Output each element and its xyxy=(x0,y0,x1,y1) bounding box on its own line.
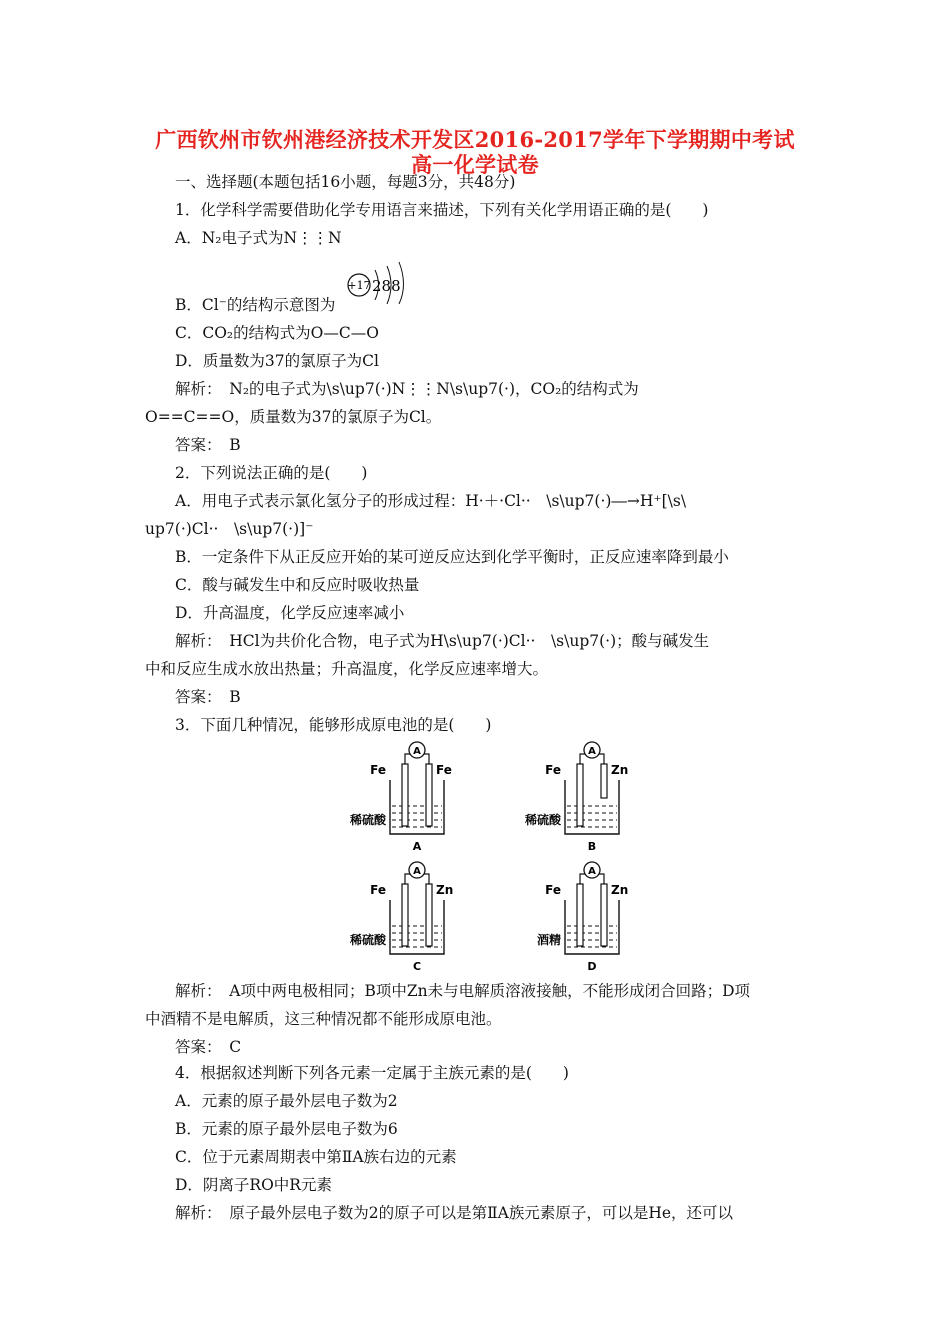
cell-D xyxy=(537,862,628,973)
wire-right xyxy=(423,874,429,884)
shell-electrons: 288 xyxy=(372,277,401,295)
right-electrode-label: Zn xyxy=(611,883,629,897)
cell-letter: A xyxy=(412,840,422,853)
solution-label: 稀硫酸 xyxy=(349,813,386,827)
q1-option-d: D．质量数为37的氯原子为Cl xyxy=(175,352,379,370)
left-electrode xyxy=(577,884,583,946)
question-2: 2．下列说法正确的是( ) xyxy=(175,464,368,482)
q4-option-c: C．位于元素周期表中第ⅡA族右边的元素 xyxy=(175,1148,457,1166)
cell-letter: B xyxy=(587,840,597,853)
q3-analysis-1: 解析： A项中两电极相同；B项中Zn未与电解质溶液接触，不能形成闭合回路；D项 xyxy=(175,982,751,1000)
q1-option-a: A．N₂电子式为N⋮⋮N xyxy=(175,229,342,247)
cell-A xyxy=(349,742,452,853)
beaker xyxy=(565,900,619,954)
left-electrode-label: Fe xyxy=(370,763,386,777)
q1-analysis-2: O==C==O，质量数为37的氯原子为Cl。 xyxy=(145,408,442,426)
q4-analysis-1: 解析： 原子最外层电子数为2的原子可以是第ⅡA族元素原子，可以是He，还可以 xyxy=(175,1204,734,1222)
wire-right xyxy=(598,754,604,764)
left-electrode xyxy=(402,884,408,946)
wire-left xyxy=(405,754,411,764)
section-heading: 一、选择题(本题包括16小题，每题3分，共48分) xyxy=(175,173,516,191)
left-electrode-label: Fe xyxy=(545,883,561,897)
q1-analysis-1: 解析： N₂的电子式为\s\up7(·)N⋮⋮N\s\up7(·)，CO₂的结构式为 xyxy=(175,380,639,398)
left-electrode xyxy=(577,764,583,826)
q2-analysis-1: 解析： HCl为共价化合物，电子式为H\s\up7(·)Cl·· \s\up7(·)；酸与碱发生 xyxy=(175,632,710,650)
left-electrode xyxy=(402,764,408,826)
beaker xyxy=(390,780,444,834)
right-electrode xyxy=(601,764,607,798)
ammeter-label: A xyxy=(588,866,596,877)
q2-answer: 答案： B xyxy=(175,688,241,706)
left-electrode-label: Fe xyxy=(370,883,386,897)
q4-option-b: B．元素的原子最外层电子数为6 xyxy=(175,1120,398,1138)
ammeter-label: A xyxy=(413,746,421,757)
q2-analysis-2: 中和反应生成水放出热量；升高温度，化学反应速率增大。 xyxy=(145,660,549,678)
nucleus-label: +17 xyxy=(347,279,371,292)
ammeter-label: A xyxy=(588,746,596,757)
beaker xyxy=(390,900,444,954)
q2-option-a-2: up7(·)Cl·· \s\up7(·)]⁻ xyxy=(145,520,314,538)
beaker xyxy=(565,780,619,834)
right-electrode xyxy=(426,884,432,946)
question-4: 4．根据叙述判断下列各元素一定属于主族元素的是( ) xyxy=(175,1064,569,1082)
question-1: 1．化学科学需要借助化学专用语言来描述，下列有关化学用语正确的是( ) xyxy=(175,201,709,219)
chloride-ion-structure-diagram xyxy=(346,258,416,304)
q1-option-c: C．CO₂的结构式为O—C—O xyxy=(175,324,379,342)
solution-label: 酒精 xyxy=(536,933,561,947)
solution-label: 稀硫酸 xyxy=(524,813,561,827)
question-3: 3．下面几种情况，能够形成原电池的是( ) xyxy=(175,716,492,734)
wire-left xyxy=(580,754,586,764)
q2-option-a-1: A．用电子式表示氯化氢分子的形成过程：H·＋·Cl·· \s\up7(·)―→H⁺[\s\ xyxy=(175,492,687,510)
cell-letter: D xyxy=(587,960,597,973)
right-electrode xyxy=(426,764,432,826)
cell-B xyxy=(524,742,628,853)
right-electrode xyxy=(601,884,607,946)
q4-option-a: A．元素的原子最外层电子数为2 xyxy=(175,1092,398,1110)
title-line-1: 广西钦州市钦州港经济技术开发区2016-2017学年下学期期中考试 xyxy=(155,127,795,152)
cell-letter: C xyxy=(412,960,422,973)
q4-option-d: D．阴离子RO中R元素 xyxy=(175,1176,332,1194)
right-electrode-label: Zn xyxy=(611,763,629,777)
q1-answer: 答案： B xyxy=(175,436,241,454)
wire-left xyxy=(580,874,586,884)
wire-right xyxy=(598,874,604,884)
cell-C xyxy=(349,862,453,973)
ammeter-label: A xyxy=(413,866,421,877)
left-electrode-label: Fe xyxy=(545,763,561,777)
galvanic-cells-figure xyxy=(335,738,655,978)
wire-right xyxy=(423,754,429,764)
q3-answer: 答案： C xyxy=(175,1038,242,1056)
q2-option-b: B．一定条件下从正反应开始的某可逆反应达到化学平衡时，正反应速率降到最小 xyxy=(175,548,729,566)
title-line-2: 高一化学试卷 xyxy=(411,152,539,177)
q1-option-b: B．Cl⁻的结构示意图为 xyxy=(175,296,336,314)
q2-option-d: D．升高温度，化学反应速率减小 xyxy=(175,604,405,622)
right-electrode-label: Zn xyxy=(436,883,454,897)
q2-option-c: C．酸与碱发生中和反应时吸收热量 xyxy=(175,576,420,594)
q3-analysis-2: 中酒精不是电解质，这三种情况都不能形成原电池。 xyxy=(145,1010,502,1028)
solution-label: 稀硫酸 xyxy=(349,933,386,947)
right-electrode-label: Fe xyxy=(436,763,452,777)
wire-left xyxy=(405,874,411,884)
